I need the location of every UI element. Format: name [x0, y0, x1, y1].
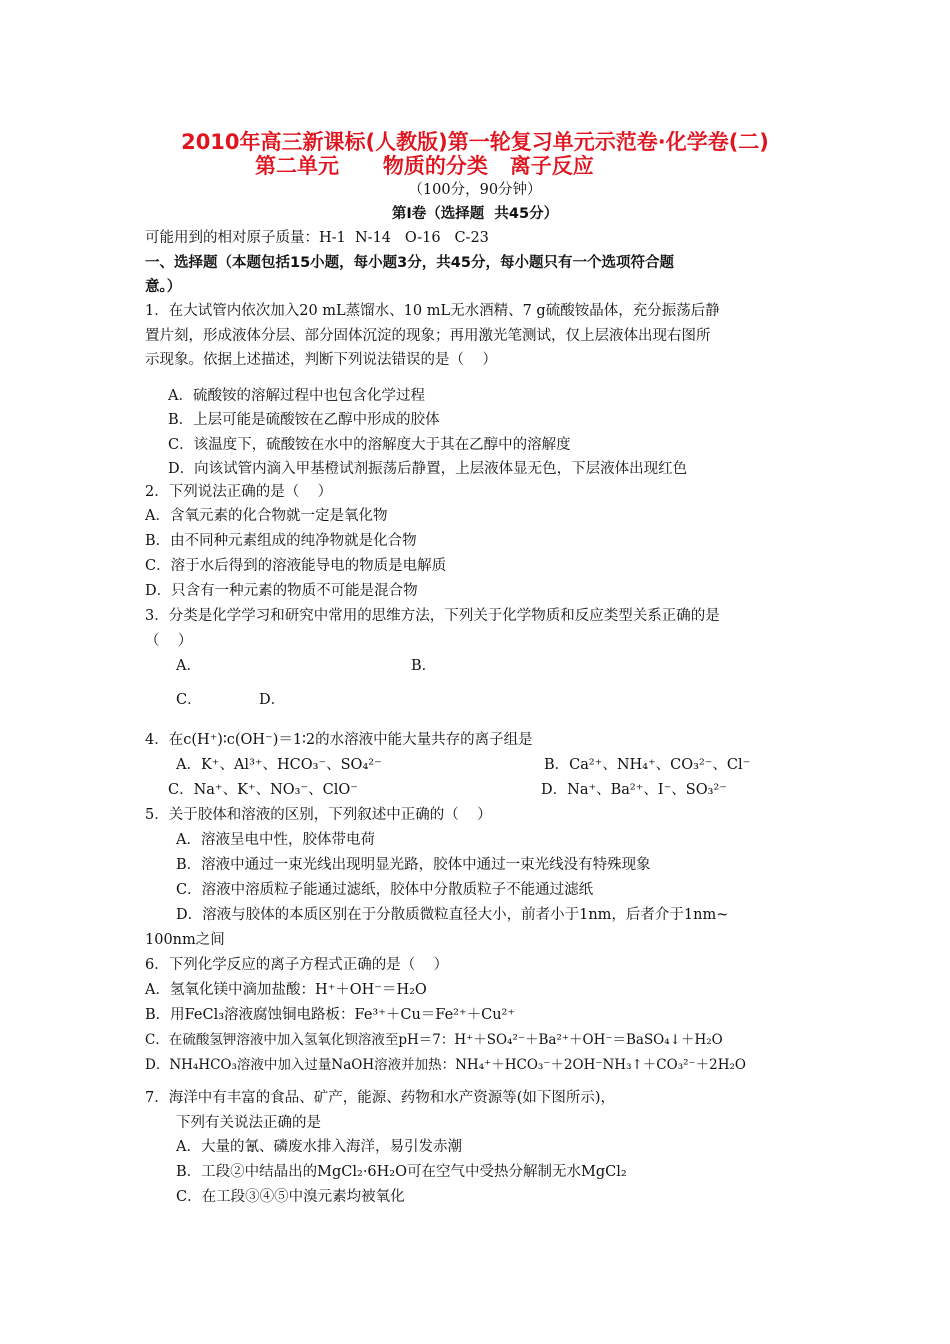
q5-option-c: C．溶液中溶质粒子能通过滤纸，胶体中分散质粒子不能通过滤纸: [176, 882, 594, 898]
q2-option-d: D．只含有一种元素的物质不可能是混合物: [145, 583, 418, 599]
q7-option-a: A．大量的氰、磷废水排入海洋，易引发赤潮: [176, 1139, 462, 1155]
q2-option-a: A．含氧元素的化合物就一定是氧化物: [145, 508, 388, 524]
q4-stem: 4．在c(H⁺)∶c(OH⁻)＝1∶2的水溶液中能大量共存的离子组是: [145, 732, 533, 748]
unit-subtitle: 第二单元 物质的分类 离子反应: [255, 154, 594, 178]
q4-option-b: B．Ca²⁺、NH₄⁺、CO₃²⁻、Cl⁻: [544, 757, 751, 773]
section-heading: 第Ⅰ卷（选择题 共45分）: [391, 206, 559, 222]
q3-option-d: D．: [259, 692, 286, 708]
q4-option-a: A．K⁺、Al³⁺、HCO₃⁻、SO₄²⁻: [176, 757, 382, 773]
q1-stem-line1: 1．在大试管内依次加入20 mL蒸馏水、10 mL无水酒精、7 g硫酸铵晶体，充分振荡后静: [145, 303, 720, 319]
q5-option-d-line2: 100nm之间: [145, 932, 225, 948]
score-time: （100分，90分钟）: [408, 182, 542, 198]
q7-option-b: B．工段②中结晶出的MgCl₂·6H₂O可在空气中受热分解制无水MgCl₂: [176, 1164, 627, 1180]
q5-option-b: B．溶液中通过一束光线出现明显光路，胶体中通过一束光线没有特殊现象: [176, 857, 651, 873]
q5-stem: 5．关于胶体和溶液的区别，下列叙述中正确的（ ）: [145, 807, 492, 823]
q3-option-b: B．: [411, 658, 437, 674]
q5-option-d-line1: D．溶液与胶体的本质区别在于分散质微粒直径大小，前者小于1nm，后者介于1nm~: [176, 907, 729, 923]
q1-option-d: D．向该试管内滴入甲基橙试剂振荡后静置，上层液体显无色，下层液体出现红色: [168, 461, 688, 477]
q7-option-c: C．在工段③④⑤中溴元素均被氧化: [176, 1189, 405, 1205]
q1-option-a: A．硫酸铵的溶解过程中也包含化学过程: [168, 388, 425, 404]
q6-stem: 6．下列化学反应的离子方程式正确的是（ ）: [145, 957, 449, 973]
instructions-line2: 意。）: [145, 279, 182, 295]
q7-stem-line1: 7．海洋中有丰富的食品、矿产，能源、药物和水产资源等(如下图所示)，: [145, 1090, 616, 1106]
q3-option-a: A．: [176, 658, 201, 674]
q6-option-b: B．用FeCl₃溶液腐蚀铜电路板：Fe³⁺＋Cu＝Fe²⁺＋Cu²⁺: [145, 1007, 516, 1023]
q3-stem-line1: 3．分类是化学学习和研究中常用的思维方法，下列关于化学物质和反应类型关系正确的是: [145, 608, 720, 624]
q1-option-c: C．该温度下，硫酸铵在水中的溶解度大于其在乙醇中的溶解度: [168, 437, 571, 453]
q1-stem-line3: 示现象。依据上述描述，判断下列说法错误的是（ ）: [145, 352, 497, 368]
instructions-line1: 一、选择题（本题包括15小题，每小题3分，共45分，每小题只有一个选项符合题: [145, 255, 674, 271]
q6-option-a: A．氢氧化镁中滴加盐酸：H⁺＋OH⁻＝H₂O: [145, 982, 427, 998]
q6-option-c: C．在硫酸氢钾溶液中加入氢氧化钡溶液至pH＝7：H⁺＋SO₄²⁻＋Ba²⁺＋OH⁻＝BaSO₄↓＋H₂O: [145, 1032, 723, 1048]
q2-option-b: B．由不同种元素组成的纯净物就是化合物: [145, 533, 417, 549]
q7-stem-line2: 下列有关说法正确的是: [176, 1115, 321, 1131]
exam-title: 2010年高三新课标(人教版)第一轮复习单元示范卷·化学卷(二): [181, 130, 769, 154]
q3-stem-line2: （ ）: [145, 633, 193, 649]
q2-stem: 2．下列说法正确的是（ ）: [145, 484, 333, 500]
q4-option-d: D．Na⁺、Ba²⁺、I⁻、SO₃²⁻: [541, 782, 727, 798]
atomic-mass-note: 可能用到的相对原子质量：H-1 N-14 O-16 C-23: [145, 230, 489, 246]
q3-option-c: C．: [176, 692, 202, 708]
q2-option-c: C．溶于水后得到的溶液能导电的物质是电解质: [145, 558, 447, 574]
q6-option-d: D．NH₄HCO₃溶液中加入过量NaOH溶液并加热：NH₄⁺＋HCO₃⁻＋2OH⁻NH₃↑＋CO₃²⁻＋2H₂O: [145, 1057, 746, 1073]
q4-option-c: C．Na⁺、K⁺、NO₃⁻、ClO⁻: [168, 782, 358, 798]
q5-option-a: A．溶液呈电中性，胶体带电荷: [176, 832, 375, 848]
q1-option-b: B．上层可能是硫酸铵在乙醇中形成的胶体: [168, 412, 440, 428]
q1-stem-line2: 置片刻，形成液体分层、部分固体沉淀的现象；再用激光笔测试，仅上层液体出现右图所: [145, 328, 711, 344]
